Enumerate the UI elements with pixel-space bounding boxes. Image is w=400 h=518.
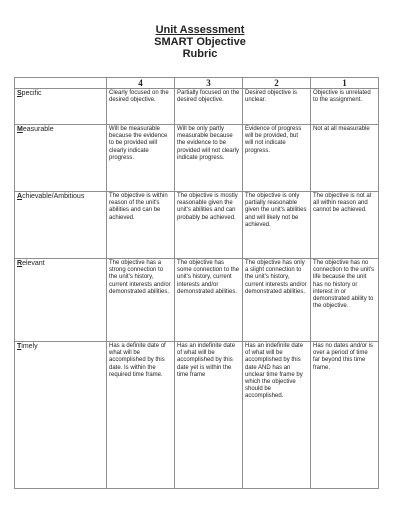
title-smart-objective: SMART Objective [154,36,246,48]
row-label-timely [15,342,107,489]
table-cell: Partially focused on the desired objective. [175,89,243,125]
row-initial: M [17,126,23,133]
row-label-rest: pecific [21,90,42,97]
row-label-rest: elevant [22,260,45,267]
table-cell: The objective is only partially reasonable given the unit's abilities and will likely not be achieved. [243,192,311,259]
table-cell: The objective has no connection to the unit's life because the unit has no history or interest in or demonstrated ability to the objective. [311,259,379,342]
table-row-measurable [15,125,379,192]
row-label-rest: imely [21,343,38,350]
table-cell: Desired objective is unclear. [243,89,311,125]
table-cell: The objective has only a slight connection to the unit's history, current interests and/or demonstrated abilities. [243,259,311,342]
row-initial: R [17,260,23,267]
table-cell: Evidence of progress will be provided, but will not indicate progress. [243,125,311,192]
header-score-3: 3 [175,78,243,89]
table-cell: Clearly focused on the desired objective. [107,89,175,125]
title-rubric: Rubric [182,48,218,60]
table-row-achievable [15,192,379,259]
table-row-specific [15,89,379,125]
table-cell: Will be only partly measurable because the evidence to be provided will not clearly indicate progress. [175,125,243,192]
row-label-achievable [15,192,107,259]
row-label-relevant [15,259,107,342]
table-cell: The objective is within reason of the unit's abilities and can be achieved. [107,192,175,259]
header-criteria [15,78,107,89]
row-label-measurable [15,125,107,192]
row-label-specific [15,89,107,125]
table-cell: Has no dates and/or is over a period of time far beyond this time frame. [311,342,379,489]
table-cell: The objective is mostly reasonable given the unit's abilities and can probably be achieved. [175,192,243,259]
table-row-relevant [15,259,379,342]
header-score-1: 1 [311,78,379,89]
row-label-rest: chievable/Ambitious [22,193,85,200]
row-initial: T [17,343,22,350]
header-row [15,78,379,89]
title-unit-assessment: Unit Assessment [155,24,245,36]
header-score-2: 2 [243,78,311,89]
table-cell: Has an indefinite date of what will be accomplished by this date AND has an unclear time frame by which the objective should be accomplished. [243,342,311,489]
table-cell: Not at all measurable [311,125,379,192]
table-cell: Has a definite date of what will be accomplished by this date. Is within the required time frame. [107,342,175,489]
table-cell: The objective has some connection to the unit's history, current interests and/or demonstrated abilities. [175,259,243,342]
rubric-table [14,77,379,489]
table-cell: Has an indefinite date of what will be accomplished by this date yet is within the time frame [175,342,243,489]
row-initial: S [17,90,22,97]
document-title [0,24,400,60]
table-cell: Objective is unrelated to the assignment. [311,89,379,125]
table-cell: The objective is not at all within reason and cannot be achieved. [311,192,379,259]
table-cell: Will be measurable because the evidence to be provided will clearly indicate progress. [107,125,175,192]
header-score-4: 4 [107,78,175,89]
row-initial: A [17,193,23,200]
row-label-rest: easurable [22,126,54,133]
table-row-timely [15,342,379,489]
table-cell: The objective has a strong connection to the unit's history, current interests and/or demonstrated abilities. [107,259,175,342]
